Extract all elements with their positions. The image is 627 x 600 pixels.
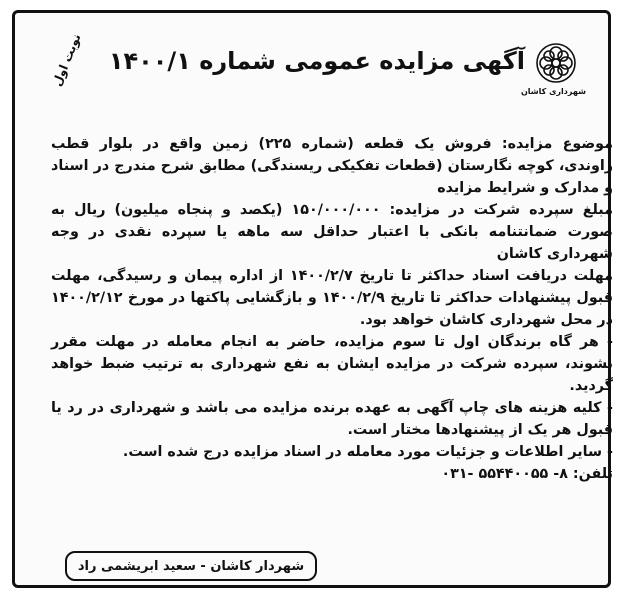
- kashan-emblem-icon: [534, 41, 578, 85]
- costs-clause: - کلیه هزینه های چاپ آگهی به عهده برنده مزایده می باشد و شهرداری در رد یا قبول هر یک از پیشنهادها مختار است.: [51, 400, 613, 438]
- logo-caption: شهرداری کاشان: [520, 87, 586, 96]
- subject-paragraph: موضوع مزایده: فروش یک قطعه (شماره ۲۲۵) زمین واقع در بلوار قطب راوندی، کوچه نگارستان (قطعات تفکیکی ریسندگی) مطابق شرح مندرج در اسناد و مدارک و شرایط مزایده: [51, 136, 613, 196]
- phone-line: تلفن: ۸- ۵۵۴۴۰۰۵۵ -۰۳۱: [441, 466, 613, 482]
- advertisement-frame: [12, 10, 611, 588]
- other-info-clause: - سایر اطلاعات و جزئیات مورد معامله در اسناد مزایده درج شده است.: [122, 444, 613, 460]
- edition-stamp: نوبت اول: [49, 31, 84, 89]
- deposit-paragraph: مبلغ سپرده شرکت در مزایده: ۱۵۰/۰۰۰/۰۰۰ (یکصد و پنجاه میلیون) ریال به صورت ضمانتنامه بانکی با اعتبار حداقل سه ماهه یا سپرده نقدی در وجه شهرداری کاشان: [51, 202, 613, 262]
- municipality-logo: [520, 41, 586, 113]
- announcement-body: [51, 133, 613, 485]
- deadlines-paragraph: مهلت دریافت اسناد حداکثر تا تاریخ ۱۴۰۰/۲/۷ از اداره پیمان و رسیدگی، مهلت قبول پیشنهادات حداکثر تا تاریخ ۱۴۰۰/۲/۹ و بازگشایی پاکتها در مورخ ۱۴۰۰/۲/۱۲ در محل شهرداری کاشان خواهد بود.: [51, 268, 613, 328]
- winners-clause: - هر گاه برندگان اول تا سوم مزایده، حاضر به انجام معامله در مهلت مقرر نشوند، سپرده شرکت در مزایده ایشان به نفع شهرداری به ترتیب ضبط خواهد گردید.: [51, 334, 613, 394]
- signature-box: شهردار کاشان - سعید ابریشمی راد: [65, 551, 317, 581]
- page-title: آگهی مزایده عمومی شماره ۱۴۰۰/۱: [108, 47, 525, 75]
